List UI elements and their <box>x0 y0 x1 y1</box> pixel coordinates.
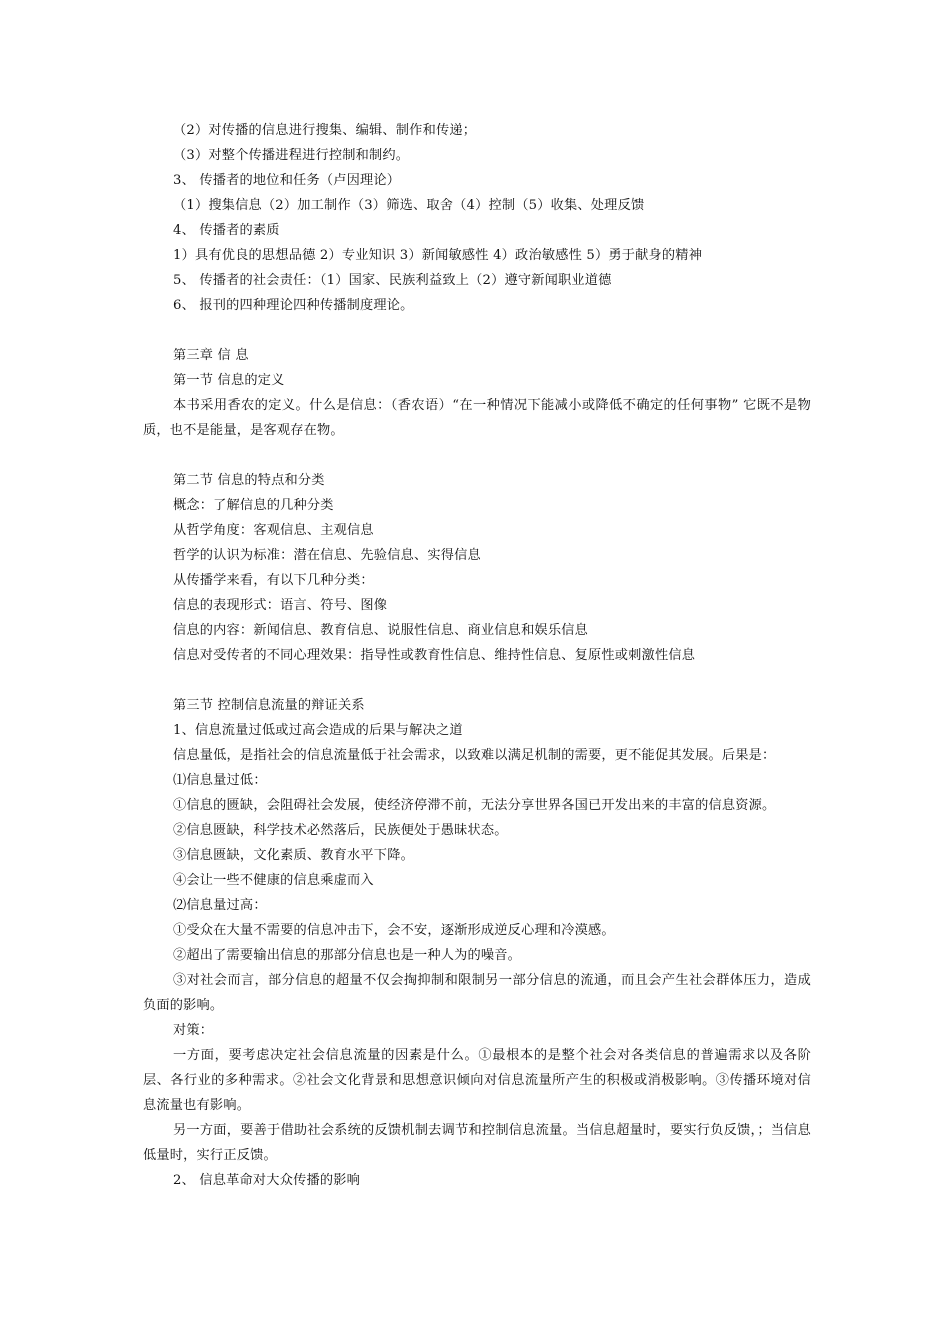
text-line: 信息的表现形式：语言、符号、图像 <box>173 598 388 613</box>
text-line: ⑴信息量过低： <box>173 773 267 788</box>
text-line: （2）对传播的信息进行搜集、编辑、制作和传递； <box>173 123 477 138</box>
text-line: 信息量低，是指社会的信息流量低于社会需求，以致难以满足机制的需要，更不能促其发展。后果是： <box>173 748 776 763</box>
section-title: 第三节 控制信息流量的辩证关系 <box>173 698 365 713</box>
text-line: 信息的内容：新闻信息、教育信息、说服性信息、商业信息和娱乐信息 <box>173 623 589 638</box>
text-line: ④会让一些不健康的信息乘虚而入 <box>173 873 374 888</box>
section-title: 第二节 信息的特点和分类 <box>173 473 325 488</box>
text-line: ③信息匮缺，文化素质、教育水平下降。 <box>173 848 414 863</box>
list-heading: 3、 传播者的地位和任务（卢因理论） <box>173 173 401 188</box>
paragraph: 另一方面，要善于借助社会系统的反馈机制去调节和控制信息流量。当信息超量时，要实行负反馈，；当信息低量时，实行正反馈。 <box>143 1123 811 1163</box>
list-heading: 6、 报刊的四种理论四种传播制度理论。 <box>173 298 414 313</box>
spacer <box>143 668 811 693</box>
text-line: 哲学的认识为标准：潜在信息、先验信息、实得信息 <box>173 548 481 563</box>
text-line: （3）对整个传播进程进行控制和制约。 <box>173 148 410 163</box>
text-line: 从哲学角度：客观信息、主观信息 <box>173 523 374 538</box>
spacer <box>143 318 811 343</box>
text-line: 从传播学来看，有以下几种分类： <box>173 573 374 588</box>
text-line: 概念：了解信息的几种分类 <box>173 498 334 513</box>
text-line: 1）具有优良的思想品德 2）专业知识 3）新闻敏感性 4）政治敏感性 5）勇于献身的精神 <box>173 248 703 263</box>
chapter-title: 第三章 信 息 <box>173 348 249 363</box>
text-line: ②信息匮缺，科学技术必然落后，民族便处于愚昧状态。 <box>173 823 508 838</box>
text-line: ①受众在大量不需要的信息冲击下，会不安，逐渐形成逆反心理和冷漠感。 <box>173 923 615 938</box>
paragraph: 一方面，要考虑决定社会信息流量的因素是什么。①最根本的是整个社会对各类信息的普遍需求以及各阶层、各行业的多种需求。②社会文化背景和思想意识倾向对信息流量所产生的积极或消极影响。③传播环境对信息流量也有影响。 <box>143 1048 811 1113</box>
text-line: ②超出了需要输出信息的那部分信息也是一种人为的噪音。 <box>173 948 522 963</box>
text-line: ⑵信息量过高： <box>173 898 267 913</box>
list-heading: 1、信息流量过低或过高会造成的后果与解决之道 <box>173 723 463 738</box>
list-heading: 4、 传播者的素质 <box>173 223 280 238</box>
text-line: 对策： <box>173 1023 214 1038</box>
text-line: 信息对受传者的不同心理效果：指导性或教育性信息、维持性信息、复原性或刺激性信息 <box>173 648 696 663</box>
paragraph: ③对社会而言，部分信息的超量不仅会掏抑制和限制另一部分信息的流通，而且会产生社会群体压力，造成负面的影响。 <box>143 973 811 1013</box>
paragraph: 本书采用香农的定义。什么是信息：（香农语）“在一种情况下能减小或降低不确定的任何事物” 它既不是物质，也不是能量，是客观存在物。 <box>143 398 811 438</box>
text-line: ①信息的匮缺，会阻碍社会发展，使经济停滞不前，无法分享世界各国已开发出来的丰富的信息资源。 <box>173 798 776 813</box>
section-title: 第一节 信息的定义 <box>173 373 285 388</box>
spacer <box>143 443 811 468</box>
document-body <box>143 118 811 1193</box>
list-heading: 5、 传播者的社会责任：（1）国家、民族利益致上（2）遵守新闻职业道德 <box>173 273 612 288</box>
text-line: （1）搜集信息（2）加工制作（3）筛选、取舍（4）控制（5）收集、处理反馈 <box>173 198 645 213</box>
list-heading: 2、 信息革命对大众传播的影响 <box>173 1173 361 1188</box>
